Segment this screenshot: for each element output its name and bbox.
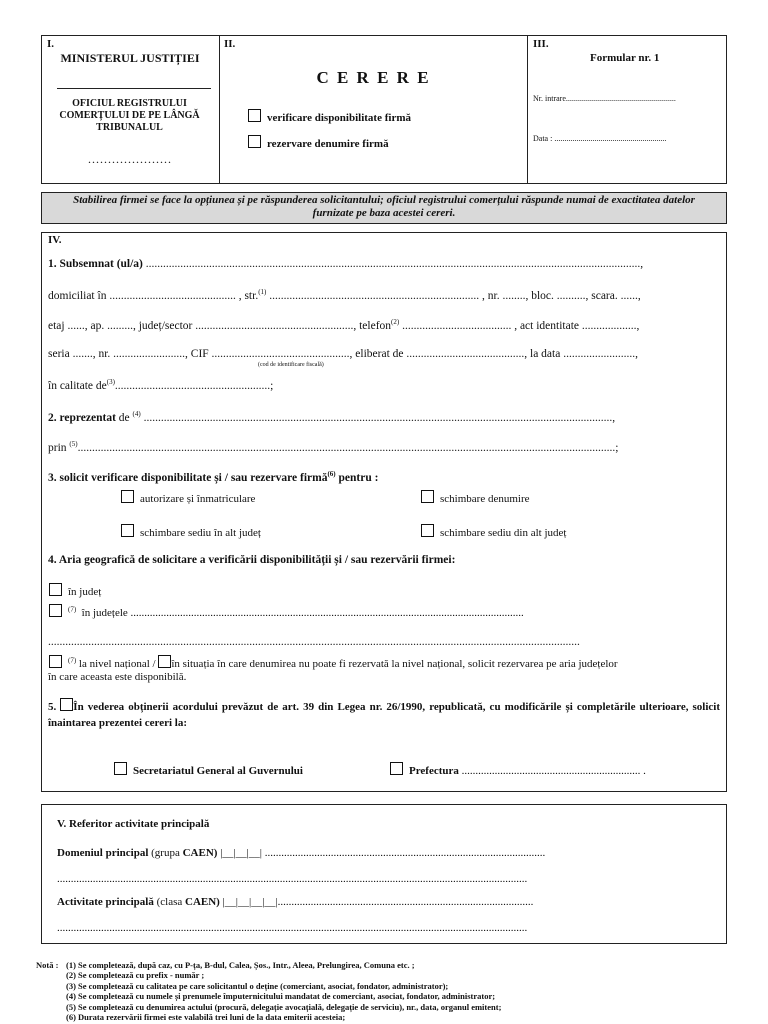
- option-government[interactable]: [114, 762, 303, 777]
- entry-number-field[interactable]: Nr. intrare.......................................................: [533, 94, 676, 103]
- checkbox-name-change[interactable]: [421, 490, 434, 503]
- note-3: (3) Se completează cu calitatea pe care solicitantul o deține (comerciant, asociat, fondator, administrator);: [66, 980, 449, 991]
- main-activity-dots: .............................................................................................: [277, 896, 534, 908]
- section-3-number: III.: [533, 38, 549, 50]
- main-domain-label: Domeniul principal: [57, 847, 149, 859]
- represented-label: 2. reprezentat: [48, 411, 116, 424]
- represented-de: de: [118, 411, 130, 424]
- option-prefecture-label: Prefectura: [409, 765, 459, 777]
- main-activity-field[interactable]: [57, 896, 717, 908]
- main-domain-code-boxes[interactable]: |__|__|__|: [220, 847, 262, 859]
- entry-date-field[interactable]: Data : ........................................................: [533, 134, 667, 143]
- option-in-county-label: în județ: [68, 586, 102, 598]
- checkbox-verify-availability[interactable]: [248, 109, 261, 122]
- note-ref-1: (1): [258, 288, 267, 296]
- notes-label: Notă :: [36, 960, 59, 970]
- option-prefecture[interactable]: [390, 762, 646, 777]
- option-registration[interactable]: [121, 490, 255, 505]
- note-4: (4) Se completează cu numele și prenumele împuternicitului mandatat de comerciant, asociat, fondator, administrator;: [66, 991, 496, 1002]
- main-domain-caen: CAEN): [182, 847, 218, 859]
- checkbox-fallback-counties[interactable]: [158, 655, 171, 668]
- through-label: prin: [48, 441, 67, 454]
- tribunal-dots: .....................: [88, 152, 172, 166]
- option-registration-label: autorizare și înmatriculare: [140, 493, 256, 505]
- option-reserve-name[interactable]: [248, 135, 389, 150]
- option-national-label: la nivel național /: [78, 658, 156, 670]
- note-ref-6: (6): [327, 470, 336, 478]
- option-in-counties[interactable]: [49, 604, 717, 619]
- note-ref-2: (2): [391, 318, 400, 326]
- header-divider-2: [527, 35, 528, 184]
- request-type-label: 3. solicit verificare disponibilitate și / sau rezervare firmă: [48, 471, 328, 484]
- notice-text: Stabilirea firmei se face la opțiunea și pe răspunderea solicitantului; oficiul registrului comerțului răspunde numai de exactitatea datelor furnizate pe baza acestei cereri.: [73, 194, 695, 219]
- section-4-number: IV.: [48, 234, 62, 246]
- option-in-county[interactable]: [49, 583, 101, 598]
- note-6: (6) Durata rezervării firmei este valabilă trei luni de la data emiterii acesteia;: [66, 1012, 346, 1023]
- main-domain-dots: ......................................................................................................: [264, 847, 546, 859]
- option-move-from-county[interactable]: [421, 524, 566, 539]
- ministry-name: MINISTERUL JUSTIȚIEI: [60, 51, 200, 65]
- option-fallback-continued: în care aceasta este disponibilă.: [48, 671, 187, 683]
- applicant-name-field[interactable]: [48, 258, 718, 270]
- option-name-change[interactable]: [421, 490, 530, 505]
- checkbox-move-from-county[interactable]: [421, 524, 434, 537]
- checkbox-registration[interactable]: [121, 490, 134, 503]
- option-national[interactable]: [49, 655, 721, 670]
- checkbox-agreement[interactable]: [60, 698, 73, 711]
- request-type-heading: [48, 470, 718, 484]
- form-title: C E R E R E: [316, 68, 431, 87]
- capacity-label: în calitate de: [48, 379, 107, 392]
- form-number: Formular nr. 1: [590, 52, 660, 64]
- note-ref-4: (4): [132, 410, 141, 418]
- agreement-request[interactable]: [48, 698, 720, 731]
- represented-dots: ...................................................................................................................................................................,: [143, 411, 616, 424]
- geographic-area-heading: 4. Aria geografică de solicitare a verificării disponibilității și / sau rezervării firmei:: [48, 554, 456, 566]
- ministry-separator: [57, 88, 211, 89]
- floor-label: etaj ......, ap. ........., județ/sector ......................................................., telefon: [48, 319, 392, 332]
- section-5-title: V. Referitor activitate principală: [57, 818, 210, 830]
- main-domain-dots-line[interactable]: ...........................................................................................................................................................................: [57, 873, 528, 885]
- capacity-dots: ......................................................;: [114, 379, 274, 392]
- option-move-to-county-label: schimbare sediu în alt județ: [140, 527, 261, 539]
- header-divider-1: [219, 35, 220, 184]
- checkbox-reserve-name[interactable]: [248, 135, 261, 148]
- main-domain-field[interactable]: [57, 847, 717, 859]
- agreement-number: 5.: [48, 701, 57, 713]
- address-details: ......................................................................... , nr. ........, bloc. .........., scara. ......,: [269, 289, 641, 302]
- checkbox-prefecture[interactable]: [390, 762, 403, 775]
- counties-dots-line[interactable]: .........................................................................................................................................................................................: [48, 636, 580, 648]
- section-2-number: II.: [224, 38, 236, 50]
- note-1: (1) Se completează, după caz, cu P-ța, B-dul, Calea, Șos., Intr., Aleea, Prelungirea, Comuna etc. ;: [66, 960, 415, 970]
- main-activity-caen: CAEN): [185, 896, 220, 908]
- option-fallback-label: în situația în care denumirea nu poate fi rezervată la nivel național, solicit rezervarea pe aria județelor: [171, 658, 618, 670]
- checkbox-government[interactable]: [114, 762, 127, 775]
- office-name: OFICIUL REGISTRULUI COMERȚULUI DE PE LÂNGĂ TRIBUNALUL: [59, 98, 200, 133]
- id-label: ...................................... , act identitate ...................,: [402, 319, 640, 332]
- note-5: (5) Se completează cu denumirea actului (procură, delegație avocațială, delegație de serviciu), nr., data, organul emitent;: [66, 1001, 502, 1012]
- option-name-change-label: schimbare denumire: [440, 493, 530, 505]
- floor-phone-field[interactable]: [48, 318, 718, 332]
- address-field[interactable]: [48, 288, 718, 302]
- request-type-tail: pentru :: [338, 471, 379, 484]
- checkbox-in-county[interactable]: [49, 583, 62, 596]
- capacity-field[interactable]: [48, 378, 718, 392]
- main-activity-code-boxes[interactable]: |__|__|__|__|: [222, 896, 278, 908]
- through-dots: ...........................................................................................................................................................................................;: [77, 441, 619, 454]
- through-field[interactable]: [48, 440, 718, 454]
- option-reserve-name-label: rezervare denumire firmă: [267, 138, 389, 150]
- main-activity-dots-line[interactable]: ...........................................................................................................................................................................: [57, 922, 528, 934]
- cif-hint: (cod de identificare fiscală): [258, 362, 324, 368]
- option-government-label: Secretariatul General al Guvernului: [133, 765, 303, 777]
- checkbox-move-to-county[interactable]: [121, 524, 134, 537]
- note-ref-7b: (7): [68, 656, 77, 665]
- main-domain-group: (grupa: [151, 847, 180, 859]
- prefecture-dots: ................................................................. .: [461, 765, 646, 777]
- main-activity-label: Activitate principală: [57, 896, 154, 908]
- option-move-to-county[interactable]: [121, 524, 261, 539]
- note-ref-7a: (7): [68, 605, 77, 614]
- note-ref-5: (5): [69, 440, 78, 448]
- note-ref-3: (3): [106, 378, 115, 386]
- note-2: (2) Se completează cu prefix - număr ;: [66, 970, 205, 981]
- option-in-counties-label: în județele: [81, 607, 128, 619]
- agreement-text: În vederea obținerii acordului prevăzut de art. 39 din Legea nr. 26/1990, republicată, cu modificările și completările ulterioare, solicit înaintarea prezentei cereri la:: [48, 701, 720, 729]
- main-activity-class: (clasa: [156, 896, 183, 908]
- id-series-field[interactable]: seria ......., nr. ........................., CIF ................................................, eliberat de ........................................., la data .........................,: [48, 348, 638, 360]
- applicant-dots: ............................................................................................................................................................................,: [145, 258, 644, 270]
- address-label: domiciliat în ............................................ , str.: [48, 289, 259, 302]
- option-verify-availability[interactable]: [248, 109, 411, 124]
- notes-list: [66, 960, 746, 1024]
- represented-field[interactable]: [48, 410, 718, 424]
- checkbox-in-counties[interactable]: [49, 604, 62, 617]
- counties-dots: ...............................................................................................................................................: [130, 607, 524, 619]
- section-1-number: I.: [47, 38, 55, 50]
- checkbox-national[interactable]: [49, 655, 62, 668]
- option-verify-availability-label: verificare disponibilitate firmă: [267, 112, 411, 124]
- option-move-from-county-label: schimbare sediu din alt județ: [440, 527, 567, 539]
- applicant-label: 1. Subsemnat (ul/a): [48, 258, 143, 270]
